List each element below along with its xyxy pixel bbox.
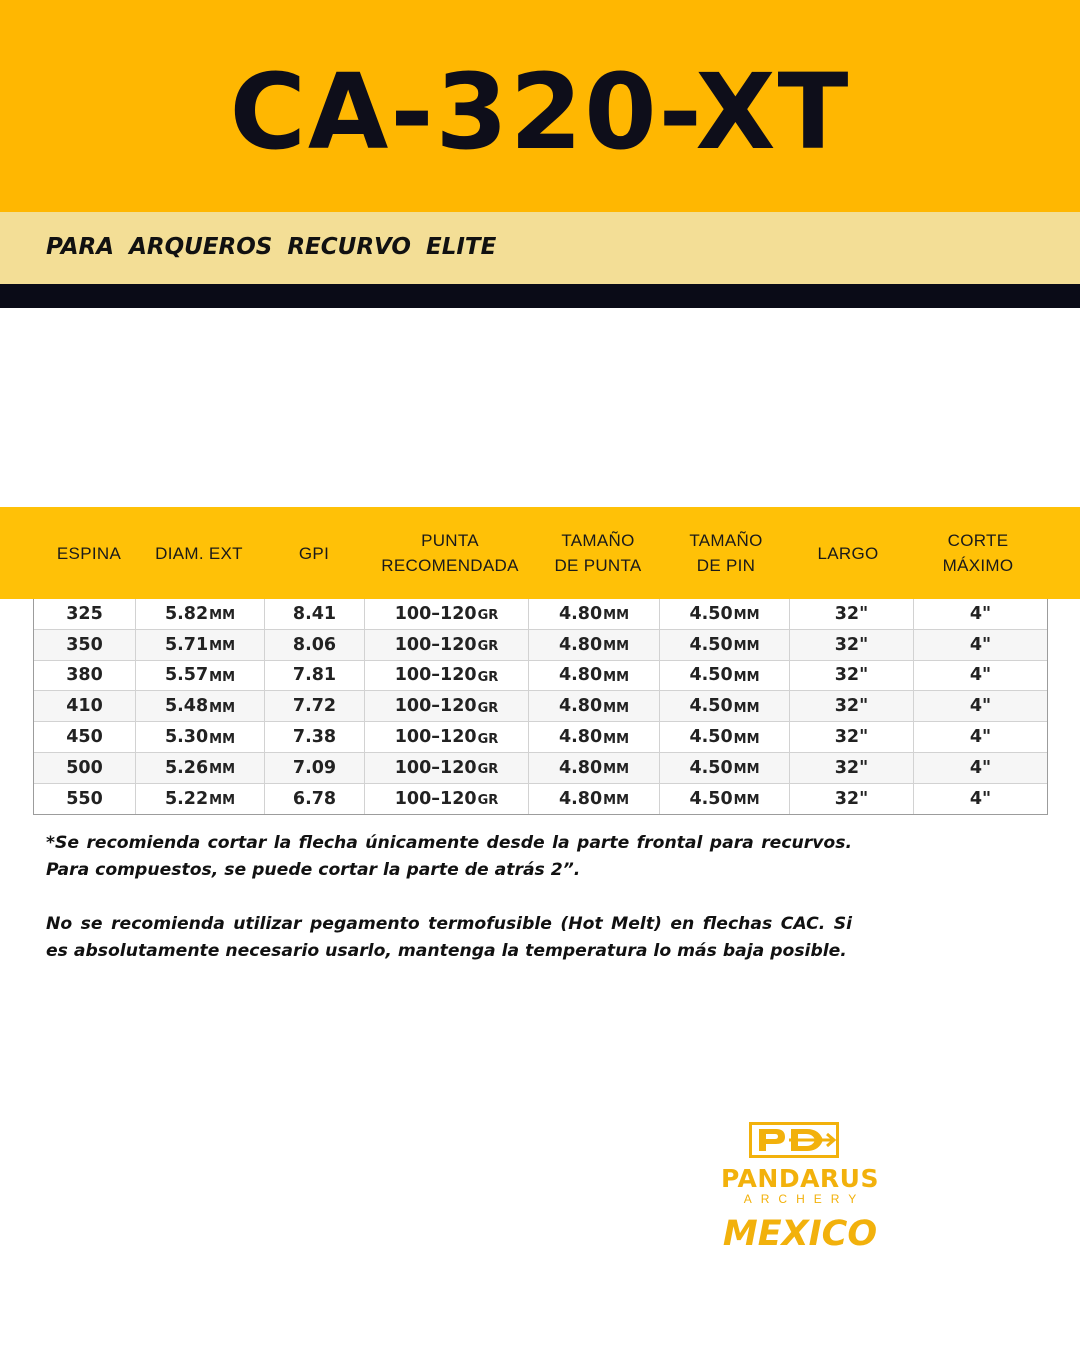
- table-cell: 500: [34, 753, 136, 783]
- table-cell: 5.22 MM: [136, 784, 265, 814]
- unit-label: MM: [733, 608, 760, 624]
- table-cell: 4.80 MM: [529, 784, 660, 814]
- table-cell: 4.50 MM: [660, 753, 790, 783]
- brand-logo: [690, 1122, 910, 1262]
- unit-label: GR: [477, 669, 499, 685]
- table-cell: 550: [34, 784, 136, 814]
- logo-country: MEXICO: [722, 1214, 878, 1254]
- table-cell: 4": [969, 727, 992, 748]
- product-title: CA-320-XT: [229, 51, 851, 173]
- table-cell: 4": [969, 665, 992, 686]
- table-cell: 5.82 MM: [136, 599, 265, 629]
- table-row: [34, 783, 1047, 814]
- notes: [46, 830, 852, 992]
- logo-brand-name: PANDARUS: [721, 1164, 879, 1193]
- unit-label: GR: [477, 793, 499, 809]
- table-cell: 5.48 MM: [136, 691, 265, 721]
- table-cell: 5.30 MM: [136, 722, 265, 752]
- note-cutting: *Se recomienda cortar la flecha únicamente desde la parte frontal para recurvos. Para compuestos, se puede cortar la parte de atrás 2”.: [46, 833, 852, 880]
- table-row: [34, 690, 1047, 721]
- column-header: GPI: [298, 543, 330, 563]
- table-cell: 7.09: [265, 753, 365, 783]
- note-hot-melt: No se recomienda utilizar pegamento termofusible (Hot Melt) en flechas CAC. Si es absolutamente necesario usarlo, mantenga la temperatura lo más baja posible.: [46, 914, 852, 961]
- unit-label: MM: [209, 669, 236, 685]
- unit-label: MM: [209, 793, 236, 809]
- table-cell: 450: [34, 722, 136, 752]
- table-cell: 410: [34, 691, 136, 721]
- unit-label: MM: [733, 793, 760, 809]
- table-cell: 100–120 GR: [365, 753, 529, 783]
- table-cell: 7.38: [265, 722, 365, 752]
- unit-label: MM: [733, 639, 760, 655]
- unit-label: MM: [603, 639, 630, 655]
- unit-label: MM: [733, 700, 760, 716]
- table-cell: 4.50 MM: [660, 784, 790, 814]
- table-cell: 32": [790, 691, 914, 721]
- table-cell: 4.80 MM: [529, 691, 660, 721]
- table-cell: 4": [969, 634, 992, 655]
- table-row: [34, 599, 1047, 629]
- table-cell: 32": [790, 722, 914, 752]
- table-cell: 7.72: [265, 691, 365, 721]
- column-header: TAMAÑO DE PIN: [689, 531, 763, 575]
- table-cell: 325: [34, 599, 136, 629]
- spec-table-header: [0, 507, 1080, 599]
- unit-label: GR: [477, 731, 499, 747]
- pandarus-pd-logo-icon: [749, 1122, 839, 1158]
- table-cell: 32": [790, 753, 914, 783]
- table-cell: 4": [969, 788, 992, 809]
- table-cell: 4.80 MM: [529, 661, 660, 691]
- dark-divider-band: [0, 284, 1080, 308]
- unit-label: MM: [733, 762, 760, 778]
- unit-label: MM: [603, 669, 630, 685]
- table-cell: 4.50 MM: [660, 661, 790, 691]
- logo-brand-sub: ARCHERY: [743, 1192, 866, 1206]
- unit-label: GR: [477, 608, 499, 624]
- table-cell: 4": [969, 696, 992, 717]
- unit-label: MM: [733, 669, 760, 685]
- table-cell: 8.06: [265, 630, 365, 660]
- title-band: [0, 0, 1080, 212]
- table-cell: 4.80 MM: [529, 722, 660, 752]
- subtitle-band: [0, 212, 1080, 284]
- table-cell: 4": [969, 603, 992, 624]
- unit-label: MM: [603, 700, 630, 716]
- column-header: TAMAÑO DE PUNTA: [554, 531, 642, 575]
- table-cell: 100–120 GR: [365, 691, 529, 721]
- column-header: LARGO: [817, 543, 879, 563]
- table-cell: 4.80 MM: [529, 630, 660, 660]
- table-cell: 32": [790, 599, 914, 629]
- spec-table: [0, 507, 1080, 809]
- table-cell: 32": [790, 661, 914, 691]
- table-cell: 4.50 MM: [660, 722, 790, 752]
- unit-label: MM: [209, 639, 236, 655]
- table-cell: 4.80 MM: [529, 753, 660, 783]
- table-cell: 32": [790, 630, 914, 660]
- unit-label: MM: [603, 608, 630, 624]
- table-row: [34, 721, 1047, 752]
- table-cell: 350: [34, 630, 136, 660]
- unit-label: MM: [209, 700, 236, 716]
- table-cell: 4.50 MM: [660, 630, 790, 660]
- column-header: PUNTA RECOMENDADA: [381, 531, 519, 575]
- table-row: [34, 629, 1047, 660]
- unit-label: GR: [477, 762, 499, 778]
- table-cell: 4.80 MM: [529, 599, 660, 629]
- table-row: [34, 660, 1047, 691]
- table-cell: 5.26 MM: [136, 753, 265, 783]
- unit-label: MM: [603, 793, 630, 809]
- table-cell: 8.41: [265, 599, 365, 629]
- table-cell: 4": [969, 757, 992, 778]
- unit-label: MM: [603, 762, 630, 778]
- table-cell: 100–120 GR: [365, 630, 529, 660]
- table-cell: 380: [34, 661, 136, 691]
- product-subtitle: PARA ARQUEROS RECURVO ELITE: [46, 234, 497, 260]
- table-cell: 100–120 GR: [365, 661, 529, 691]
- column-header: CORTE MÁXIMO: [942, 531, 1014, 575]
- unit-label: MM: [603, 731, 630, 747]
- unit-label: MM: [209, 608, 236, 624]
- column-header: DIAM. EXT: [155, 543, 243, 563]
- unit-label: GR: [477, 639, 499, 655]
- table-cell: 100–120 GR: [365, 722, 529, 752]
- table-cell: 4.50 MM: [660, 599, 790, 629]
- unit-label: GR: [477, 700, 499, 716]
- table-cell: 7.81: [265, 661, 365, 691]
- column-header: ESPINA: [56, 543, 122, 563]
- unit-label: MM: [733, 731, 760, 747]
- spec-table-body: [33, 599, 1048, 815]
- table-cell: 4.50 MM: [660, 691, 790, 721]
- table-cell: 100–120 GR: [365, 784, 529, 814]
- table-cell: 5.57 MM: [136, 661, 265, 691]
- table-row: [34, 752, 1047, 783]
- unit-label: MM: [209, 762, 236, 778]
- table-cell: 32": [790, 784, 914, 814]
- table-cell: 100–120 GR: [365, 599, 529, 629]
- table-cell: 6.78: [265, 784, 365, 814]
- table-cell: 5.71 MM: [136, 630, 265, 660]
- unit-label: MM: [209, 731, 236, 747]
